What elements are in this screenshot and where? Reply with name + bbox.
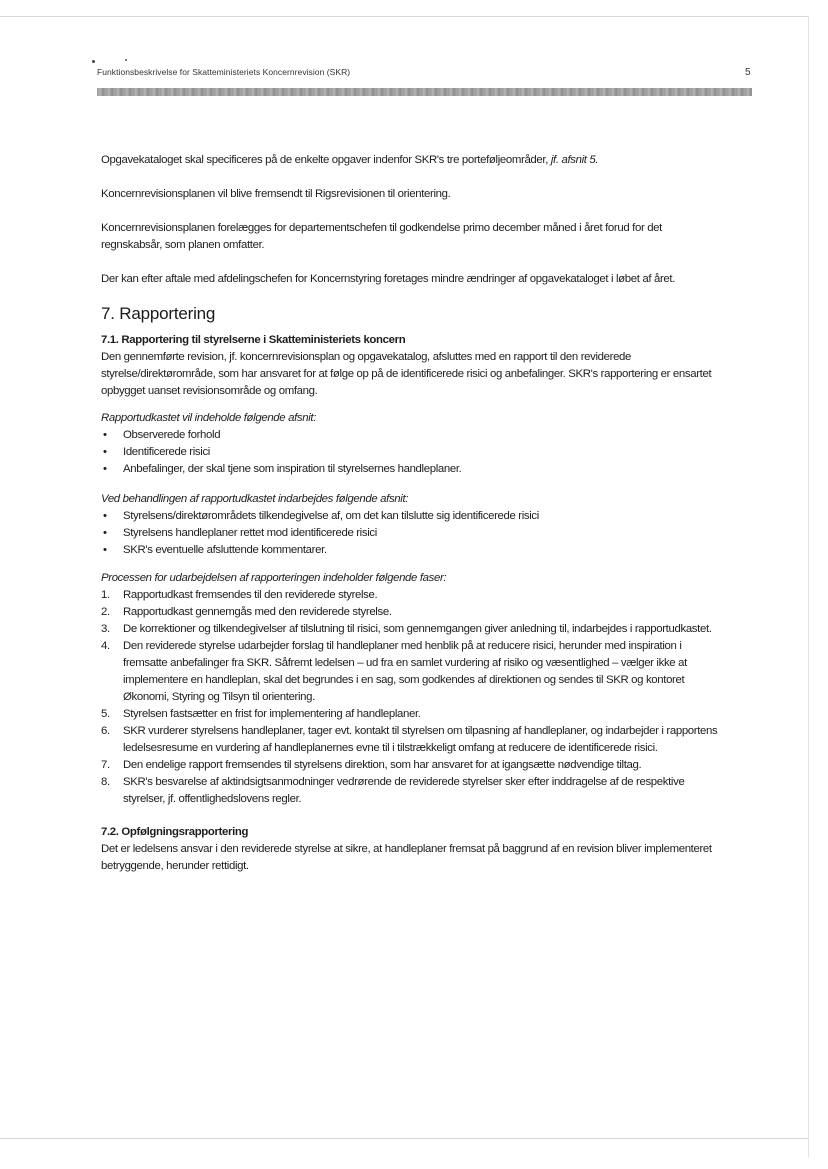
list-item: • SKR's eventuelle afsluttende kommentarer. (101, 542, 723, 559)
list-item (101, 757, 723, 774)
list-item-text: SKR's besvarelse af aktindsigtsanmodninger vedrørende de reviderede styrelser sker efter inddragelse af de respektive styrelser, jf. offentlighedslovens regler. (123, 776, 685, 805)
list-item (101, 638, 723, 706)
scan-mark (92, 60, 95, 63)
scan-mark (125, 59, 127, 61)
bullet-list (101, 427, 723, 478)
section-heading: 7. Rapportering (101, 304, 216, 323)
list-number: 1. (101, 589, 110, 601)
list-number: 2. (101, 606, 110, 618)
list-item-text: SKR vurderer styrelsens handleplaner, tager evt. kontakt til styrelsen om tilpasning af handleplaner, og indarbejder i rapportens ledelsesresume en vurdering af handleplanernes evne til i tilstrækkeligt omfang at reducere de identificerede risici. (123, 725, 718, 754)
page-number: 5 (745, 67, 751, 78)
section-reference: jf. afsnit 5. (550, 154, 599, 166)
intro-paragraph-rigsrevision: Koncernrevisionsplanen vil blive fremsendt til Rigsrevisionen til orientering. (101, 188, 451, 200)
paragraph-text: Opgavekataloget skal specificeres på de enkelte opgaver indenfor SKR's tre porteføljeområder, (101, 154, 549, 166)
list-lead: Ved behandlingen af rapportudkastet indarbejdes følgende afsnit: (101, 493, 409, 505)
processing-sections-block (101, 491, 723, 559)
list-item (101, 621, 723, 638)
list-item-text: De korrektioner og tilkendegivelser af tilslutning til risici, som gennemgangen giver anledning til, indarbejdes i rapportudkastet. (123, 623, 712, 635)
list-item-text: Rapportudkast fremsendes til den reviderede styrelse. (123, 589, 378, 601)
list-lead: Processen for udarbejdelsen af rapporteringen indeholder følgende faser: (101, 572, 447, 584)
list-item: • Identificerede risici (101, 444, 723, 461)
list-item (101, 604, 723, 621)
list-item: • Observerede forhold (101, 427, 723, 444)
list-item (101, 774, 723, 808)
intro-paragraph-portfolio (101, 152, 723, 169)
list-item: • Anbefalinger, der skal tjene som inspiration til styrelsernes handleplaner. (101, 461, 723, 478)
list-item (101, 706, 723, 723)
process-phases-block (101, 570, 723, 808)
intro-paragraph-approval: Koncernrevisionsplanen forelægges for departementschefen til godkendelse primo december måned i året forud for det regnskabsår, som planen omfatter. (101, 222, 662, 251)
list-item (101, 587, 723, 604)
numbered-list (101, 587, 723, 808)
list-number: 3. (101, 623, 110, 635)
list-item: • Styrelsens handleplaner rettet mod identificerede risici (101, 525, 723, 542)
list-number: 8. (101, 776, 110, 788)
list-number: 6. (101, 725, 110, 737)
list-item (101, 723, 723, 757)
subsection-heading: 7.1. Rapportering til styrelserne i Skatteministeriets koncern (101, 334, 406, 346)
bullet-list (101, 508, 723, 559)
list-item-text: Den reviderede styrelse udarbejder forslag til handleplaner med henblik på at reducere risici, herunder med inspiration i fremsatte anbefalinger fra SKR. Såfremt ledelsen – ud fra en samlet vurdering af risiko og væsentlighed – vælger ikke at implementere en handleplan, skal det begrundes i en sag, som godkendes af direktionen og sendes til SKR og kontoret Økonomi, Styring og Tilsyn til orientering. (123, 640, 687, 703)
list-item-text: Rapportudkast gennemgås med den reviderede styrelse. (123, 606, 392, 618)
list-number: 7. (101, 759, 110, 771)
list-lead: Rapportudkastet vil indeholde følgende afsnit: (101, 412, 317, 424)
footer-rule (0, 1138, 808, 1139)
document-body (101, 152, 723, 875)
intro-paragraph-changes: Der kan efter aftale med afdelingschefen for Koncernstyring foretages mindre ændringer af opgavekataloget i løbet af året. (101, 273, 676, 285)
list-number: 4. (101, 640, 110, 652)
subsection-heading: 7.2. Opfølgningsrapportering (101, 826, 249, 838)
list-item: • Styrelsens/direktørområdets tilkendegivelse af, om det kan tilslutte sig identificerede risici (101, 508, 723, 525)
list-number: 5. (101, 708, 110, 720)
subsection-paragraph: Den gennemførte revision, jf. koncernrevisionsplan og opgavekatalog, afsluttes med en rapport til den reviderede styrelse/direktørområde, som har ansvaret for at følge op på de identificerede risici og anbefalinger. SKR's rapportering er ensartet opbygget uanset revisionsområde og omfang. (101, 351, 712, 397)
running-header-title: Funktionsbeskrivelse for Skatteministeriets Koncernrevision (SKR) (97, 67, 351, 77)
report-sections-block (101, 410, 723, 478)
subsection-paragraph: Det er ledelsens ansvar i den reviderede styrelse at sikre, at handleplaner fremsat på baggrund af en revision bliver implementeret betryggende, herunder rettidigt. (101, 843, 712, 872)
list-item-text: Den endelige rapport fremsendes til styrelsens direktion, som har ansvaret for at igangsætte nødvendige tiltag. (123, 759, 642, 771)
list-item-text: Styrelsen fastsætter en frist for implementering af handleplaner. (123, 708, 421, 720)
follow-up-section (101, 824, 723, 875)
header-bar (97, 88, 752, 96)
